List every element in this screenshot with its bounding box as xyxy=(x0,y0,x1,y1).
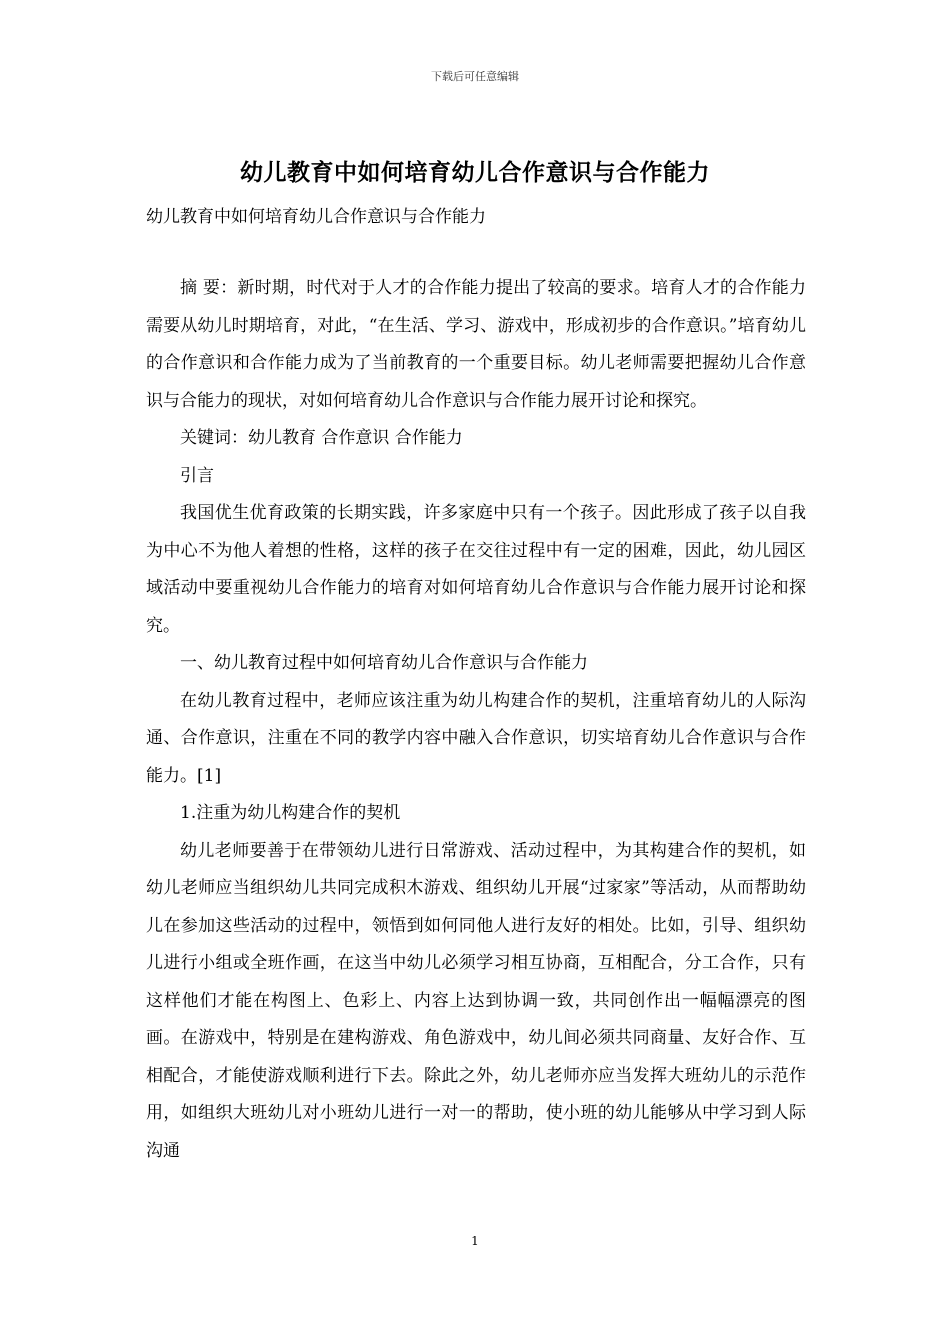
introduction-paragraph: 我国优生优育政策的长期实践，许多家庭中只有一个孩子。因此形成了孩子以自我为中心不为他人着想的性格，这样的孩子在交往过程中有一定的困难，因此，幼儿园区域活动中要重视幼儿合作能力的培育对如何培育幼儿合作意识与合作能力展开讨论和探究。 xyxy=(146,503,806,636)
header-note: 下载后可任意编辑 xyxy=(431,70,519,83)
document-subtitle: 幼儿教育中如何培育幼儿合作意识与合作能力 xyxy=(146,207,486,227)
introduction-heading: 引言 xyxy=(180,465,214,486)
subsection-paragraph-1: 幼儿老师要善于在带领幼儿进行日常游戏、活动过程中，为其构建合作的契机，如幼儿老师应当组织幼儿共同完成积木游戏、组织幼儿开展“过家家”等活动，从而帮助幼儿在参加这些活动的过程中，领悟到如何同他人进行友好的相处。比如，引导、组织幼儿进行小组或全班作画，在这当中幼儿必须学习相互协商，互相配合，分工合作，只有这样他们才能在构图上、色彩上、内容上达到协调一致，共同创作出一幅幅漂亮的图画。在游戏中，特别是在建构游戏、角色游戏中，幼儿间必须共同商量、友好合作、互相配合，才能使游戏顺利进行下去。除此之外，幼儿老师亦应当发挥大班幼儿的示范作用，如组织大班幼儿对小班幼儿进行一对一的帮助，使小班的幼儿能够从中学习到人际沟通 xyxy=(146,840,806,1161)
keywords-paragraph: 关键词：幼儿教育 合作意识 合作能力 xyxy=(180,428,463,448)
subsection-heading-1: 1.注重为幼儿构建合作的契机 xyxy=(180,803,401,823)
page-number: 1 xyxy=(471,1234,479,1248)
document-body xyxy=(146,270,806,1170)
document-title: 幼儿教育中如何培育幼儿合作意识与合作能力 xyxy=(240,159,710,186)
section-heading-1: 一、幼儿教育过程中如何培育幼儿合作意识与合作能力 xyxy=(180,653,588,673)
section-paragraph-1: 在幼儿教育过程中，老师应该注重为幼儿构建合作的契机，注重培育幼儿的人际沟通、合作意识，注重在不同的教学内容中融入合作意识，切实培育幼儿合作意识与合作能力。[1] xyxy=(146,690,806,786)
abstract-paragraph: 摘 要：新时期，时代对于人才的合作能力提出了较高的要求。培育人才的合作能力需要从幼儿时期培育，对此，“在生活、学习、游戏中，形成初步的合作意识。”培育幼儿的合作意识和合作能力成为了当前教育的一个重要目标。幼儿老师需要把握幼儿合作意识与合能力的现状，对如何培育幼儿合作意识与合作能力展开讨论和探究。 xyxy=(146,278,806,411)
